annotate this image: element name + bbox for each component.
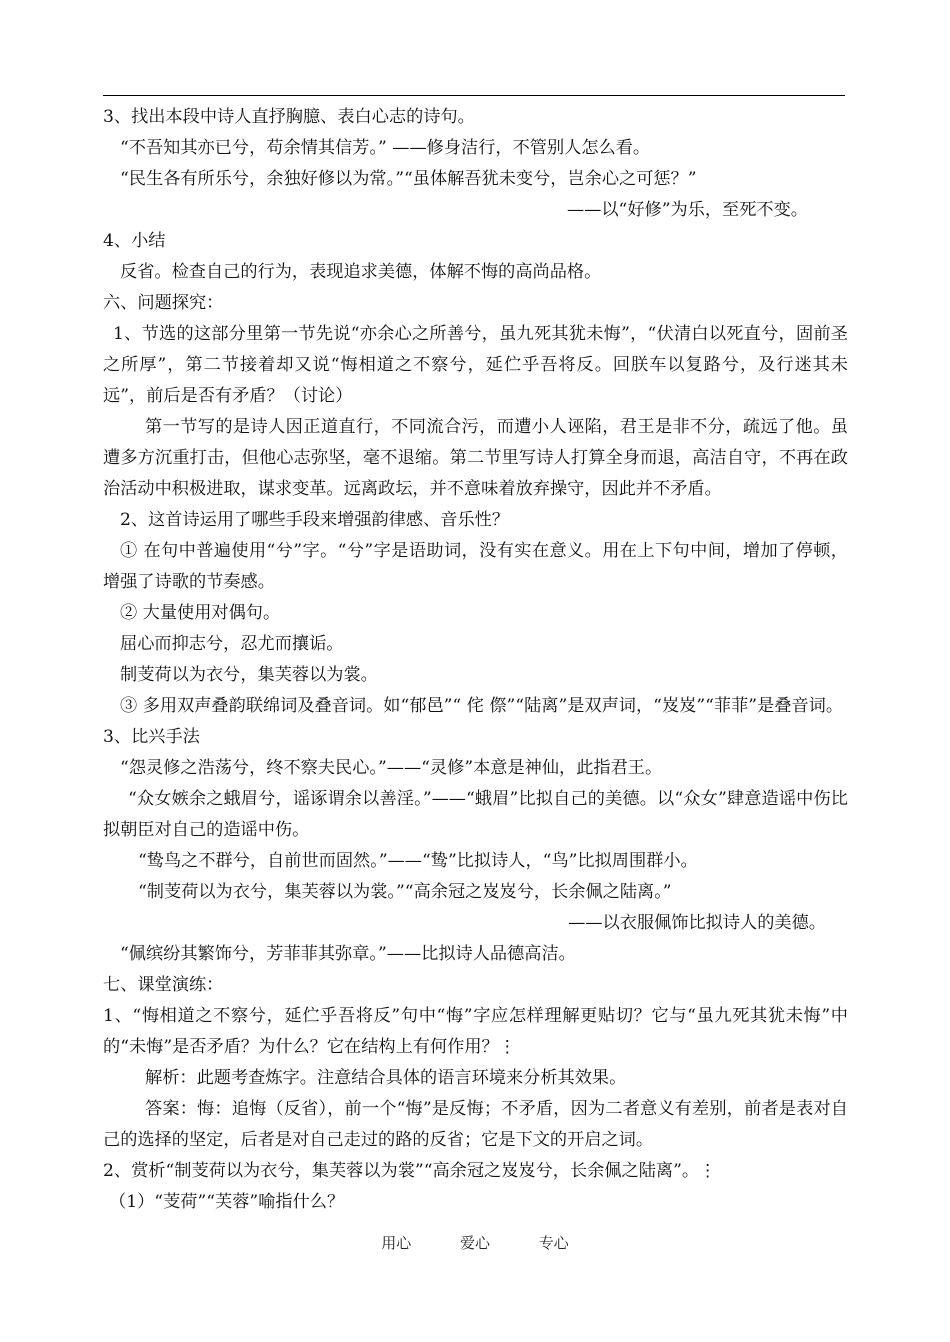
text-line: ——以衣服佩饰比拟诗人的美德。	[568, 913, 826, 933]
footer-item: 专心	[538, 1234, 569, 1252]
header-rule	[103, 95, 845, 96]
paragraph: “众女嫉余之蛾眉兮，谣诼谓余以善淫。”——“蛾眉”比拟自己的美德。以“众女”肆意造谣中伤比拟朝臣对自己的造谣中伤。	[103, 789, 848, 840]
section-heading: 七、课堂演练：	[103, 975, 224, 995]
document-body	[103, 102, 848, 1218]
paragraph: 答案：悔：追悔（反省），前一个“悔”是反悔；不矛盾，因为二者意义有差别，前者是表对自己的选择的坚定，后者是对自己走过的路的反省；它是下文的开启之词。	[103, 1099, 848, 1150]
footer-item: 用心	[381, 1234, 412, 1252]
text-line: 屈心而抑志兮，忍尤而攘诟。	[120, 634, 344, 654]
paragraph: ③ 多用双声叠韵联绵词及叠音词。如“郁邑”“ 侘 傺”“陆离”是双声词，“岌岌”“菲菲”是叠音词。	[120, 696, 844, 716]
text-line: （1）“芰荷”“芙蓉”喻指什么？	[109, 1192, 345, 1212]
text-line: “制芰荷以为衣兮，集芙蓉以为裳。”“高余冠之岌岌兮，长余佩之陆离。”	[138, 882, 672, 902]
section-heading: 六、问题探究：	[103, 293, 224, 313]
text-line: “不吾知其亦已兮，苟余情其信芳。” ——修身洁行，不管别人怎么看。	[120, 138, 651, 158]
text-line: ② 大量使用对偶句。	[120, 603, 281, 623]
text-line: 3、找出本段中诗人直抒胸臆、表白心志的诗句。	[103, 107, 475, 127]
text-line: 解析：此题考查炼字。注意结合具体的语言环境来分析其效果。	[145, 1068, 627, 1088]
paragraph: 1、“悔相道之不察兮，延伫乎吾将反”句中“悔”字应怎样理解更贴切？它与“虽九死其犹未悔”中的“未悔”是否矛盾？为什么？它在结构上有何作用？⋮	[103, 1006, 848, 1057]
text-line: 制芰荷以为衣兮，集芙蓉以为裳。	[120, 665, 378, 685]
text-line: “怨灵修之浩荡兮，终不察夫民心。”——“灵修”本意是神仙，此指君王。	[120, 758, 663, 778]
section-heading: 3、比兴手法	[103, 727, 200, 747]
text-line: “民生各有所乐兮，余独好修以为常。”“虽体解吾犹未变兮，岂余心之可惩？”	[120, 169, 697, 189]
footer-item: 爱心	[459, 1234, 490, 1252]
text-line: 反省。检查自己的行为，表现追求美德，体解不悔的高尚品格。	[120, 262, 602, 282]
section-heading: 2、这首诗运用了哪些手段来增强韵律感、音乐性？	[120, 510, 510, 530]
paragraph: 第一节写的是诗人因正道直行，不同流合污，而遭小人诬陷，君王是非不分，疏远了他。虽遭多方沉重打击，但他心志弥坚，毫不退缩。第二节里写诗人打算全身而退，高洁自守，不再在政治活动中积极进取，谋求变革。远离政坛，并不意味着放弃操守，因此并不矛盾。	[103, 417, 848, 499]
paragraph: ① 在句中普遍使用“兮”字。“兮”字是语助词，没有实在意义。用在上下句中间，增加了停顿，增强了诗歌的节奏感。	[103, 541, 848, 592]
paragraph: 1、节选的这部分里第一节先说“亦余心之所善兮，虽九死其犹未悔”，“伏清白以死直兮，固前圣之所厚”，第二节接着却又说“悔相道之不察兮，延伫乎吾将反。回朕车以复路兮，及行迷其未远”，前后是否有矛盾？（讨论）	[103, 324, 848, 406]
text-line: ——以“好修”为乐，至死不变。	[566, 200, 808, 220]
text-line: “鸷鸟之不群兮，自前世而固然。”——“鸷”比拟诗人，“鸟”比拟周围群小。	[138, 851, 698, 871]
text-line: 2、赏析“制芰荷以为衣兮，集芙蓉以为裳”“高余冠之岌岌兮，长余佩之陆离”。⋮	[103, 1161, 717, 1181]
page-footer	[0, 1232, 950, 1253]
section-heading: 4、小结	[103, 231, 166, 251]
text-line: “佩缤纷其繁饰兮，芳菲菲其弥章。”——比拟诗人品德高洁。	[120, 944, 576, 964]
